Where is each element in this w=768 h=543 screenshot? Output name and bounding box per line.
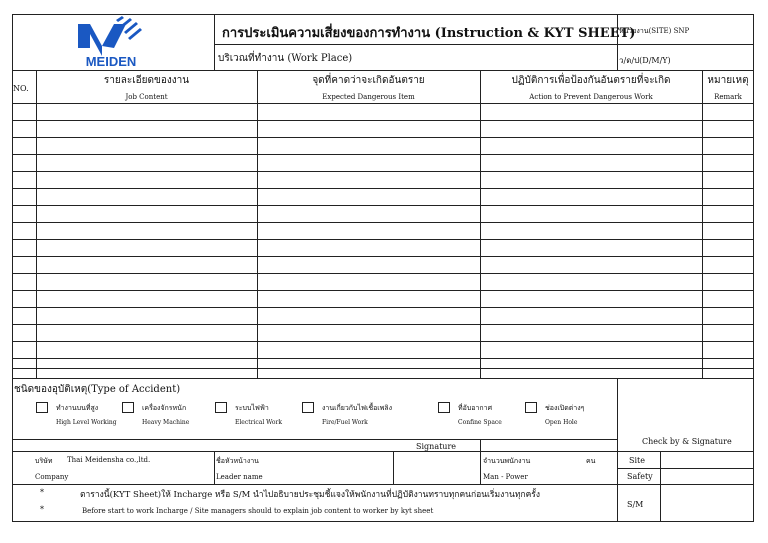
accident-type-checkbox[interactable] bbox=[215, 402, 227, 413]
logo-text: MEIDEN bbox=[85, 54, 137, 69]
table-row-line bbox=[12, 103, 754, 104]
accident-type-checkbox[interactable] bbox=[525, 402, 537, 413]
table-row-line bbox=[12, 205, 754, 206]
column-remark-en: Remark bbox=[714, 93, 742, 101]
table-row-line bbox=[12, 307, 754, 308]
table-row-line bbox=[12, 137, 754, 138]
accident-type-th: งานเกี่ยวกับไฟเชื้อเพลิง bbox=[322, 404, 393, 412]
table-row-line bbox=[12, 273, 754, 274]
column-remark-th: หมายเหตุ bbox=[707, 75, 749, 86]
sm-text: S/M bbox=[627, 500, 644, 509]
table-row-line bbox=[12, 341, 754, 342]
company-th: บริษัท bbox=[35, 457, 53, 465]
table-row-line bbox=[12, 171, 754, 172]
note-bullet-1: * bbox=[40, 488, 44, 497]
accident-type-en: High Level Working bbox=[56, 419, 117, 426]
meiden-logo-icon bbox=[76, 16, 146, 56]
accident-type-en: Heavy Machine bbox=[142, 419, 190, 426]
site-label: หน่วยงาน(SITE) SNP bbox=[619, 27, 690, 35]
table-row-line bbox=[12, 368, 754, 369]
accident-type-checkbox[interactable] bbox=[302, 402, 314, 413]
date-label: ว/ด/ป(D/M/Y) bbox=[619, 56, 671, 65]
column-danger-en: Expected Dangerous Item bbox=[322, 93, 415, 101]
column-job-content-en: Job Content bbox=[125, 93, 168, 101]
table-row-line bbox=[12, 239, 754, 240]
leader-en: Leader name bbox=[216, 473, 263, 481]
accident-type-checkbox[interactable] bbox=[36, 402, 48, 413]
company-value: Thai Meidensha co.,ltd. bbox=[67, 456, 151, 464]
accident-type-en: Open Hole bbox=[545, 419, 578, 426]
accident-type-th: ระบบไฟฟ้า bbox=[235, 404, 269, 412]
column-danger-th: จุดที่คาดว่าจะเกิดอันตราย bbox=[312, 75, 425, 86]
table-row-line bbox=[12, 324, 754, 325]
accident-type-checkbox[interactable] bbox=[438, 402, 450, 413]
accident-type-checkbox[interactable] bbox=[122, 402, 134, 413]
accident-type-en: Confine Space bbox=[458, 419, 502, 426]
table-row-line bbox=[12, 358, 754, 359]
check-signature-label: Check by & Signature bbox=[642, 437, 732, 446]
manpower-th: จำนวนพนักงาน bbox=[483, 457, 531, 465]
accident-type-en: Electrical Work bbox=[235, 419, 283, 426]
column-action-en: Action to Prevent Dangerous Work bbox=[529, 93, 653, 101]
table-row-line bbox=[12, 256, 754, 257]
note-th: ตารางนี้(KYT Sheet)ให้ Incharge หรือ S/M นำไปอธิบายประชุมชี้แจงให้พนักงานที่ปฏิบัติงานทราบทุกคนก่อนเริ่มงานทุกครั้ง bbox=[80, 490, 540, 500]
table-row-line bbox=[12, 188, 754, 189]
manpower-unit: คน bbox=[586, 457, 596, 465]
leader-th: ชื่อหัวหน้างาน bbox=[216, 457, 259, 465]
safety-text: Safety bbox=[627, 472, 653, 481]
table-row-line bbox=[12, 120, 754, 121]
site-text: Site bbox=[629, 456, 645, 465]
table-row-line bbox=[12, 222, 754, 223]
work-place-label: บริเวณที่ทำงาน (Work Place) bbox=[218, 53, 353, 64]
accident-type-th: ที่อับอากาศ bbox=[458, 404, 493, 412]
table-row-line bbox=[12, 290, 754, 291]
column-action-th: ปฏิบัติการเพื่อป้องกันอันตรายที่จะเกิด bbox=[511, 75, 671, 86]
note-en: Before start to work Incharge / Site managers should to explain job content to worker by kyt sheet bbox=[82, 507, 434, 515]
note-bullet-2: * bbox=[40, 505, 44, 514]
table-row-line bbox=[12, 154, 754, 155]
column-job-content-th: รายละเอียดของงาน bbox=[103, 75, 190, 86]
accident-type-th: ช่องเปิดต่างๆ bbox=[545, 404, 585, 412]
company-en: Company bbox=[35, 473, 69, 481]
accident-type-th: เครื่องจักรหนัก bbox=[142, 404, 187, 412]
manpower-en: Man - Power bbox=[483, 473, 528, 481]
column-no: NO. bbox=[13, 84, 29, 93]
meiden-logo bbox=[76, 16, 146, 68]
accident-type-en: Fire/Fuel Work bbox=[322, 419, 368, 426]
accident-type-title: ชนิดของอุบัติเหตุ(Type of Accident) bbox=[14, 384, 181, 395]
form-title: การประเมินความเสี่ยงของการทำงาน (Instruction & KYT SHEET) bbox=[222, 26, 636, 41]
signature-label: Signature bbox=[416, 442, 457, 451]
accident-type-th: ทำงานบนที่สูง bbox=[56, 404, 99, 412]
